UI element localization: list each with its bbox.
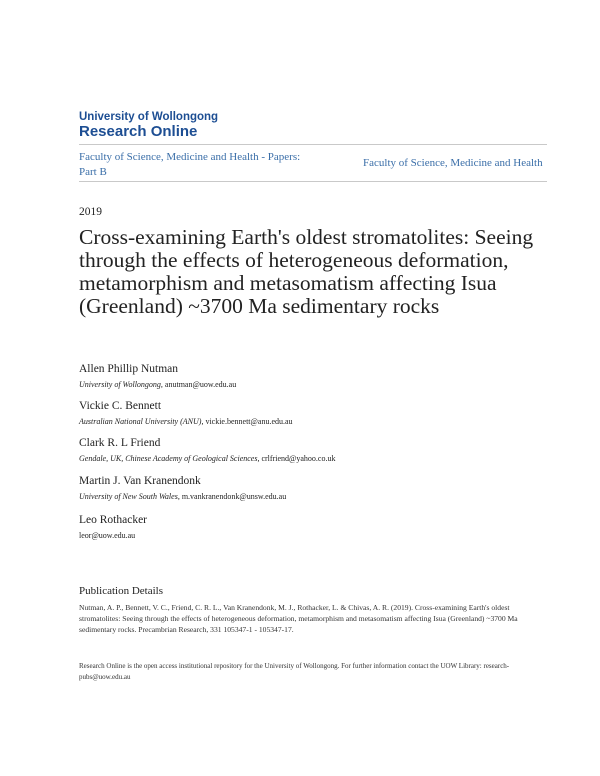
author-email[interactable]: m.vankranendonk@unsw.edu.au [181,492,287,501]
affiliation-text: Gendale, UK, Chinese Academy of Geological Sciences [79,454,258,463]
publication-details-text: Nutman, A. P., Bennett, V. C., Friend, C. R. L., Van Kranendonk, M. J., Rothacker, L. & Chivas, A. R. (2019). Cross-examining Earth's oldest stromatolites: Seeing through the effects of heterogeneous deformation, metamorphism and metasomatism affecting Isua (Greenland) ~3700 Ma sedimentary rocks. Precambrian Research, 331 105347-1 - 105347-17. [79,603,518,634]
author-entry [79,399,293,427]
author-name: Leo Rothacker [79,514,148,526]
repository-footer: Research Online is the open access institutional repository for the University of Wollongong. For further information contact the UOW Library: research-pubs@uow.edu.au [79,662,510,681]
institution-name[interactable]: University of Wollongong [79,111,219,123]
divider-top [79,144,547,145]
collection-link-faculty[interactable]: Faculty of Science, Medicine and Health [363,157,543,169]
author-entry [79,436,335,464]
affiliation-text: University of Wollongong [79,380,161,389]
author-email[interactable]: anutman@uow.edu.au [164,380,237,389]
author-entry [79,362,236,390]
author-name: Clark R. L Friend [79,437,161,449]
repository-name[interactable]: Research Online [79,123,198,140]
author-entry [79,513,147,541]
author-name: Allen Phillip Nutman [79,363,179,375]
author-email[interactable]: leor@uow.edu.au [79,531,136,540]
publication-details-heading: Publication Details [79,585,164,597]
divider-bottom [79,181,547,182]
author-affiliation: University of New South Wales, m.vankranendonk@unsw.edu.au [79,492,287,501]
affiliation-text: Australian National University (ANU) [79,417,202,426]
author-name: Vickie C. Bennett [79,400,162,412]
author-email[interactable]: vickie.bennett@anu.edu.au [205,417,293,426]
author-affiliation [79,530,147,541]
publication-year: 2019 [79,206,102,218]
author-name: Martin J. Van Kranendonk [79,475,201,487]
affiliation-text: University of New South Wales [79,492,178,501]
paper-title: Cross-examining Earth's oldest stromatolites: Seeing through the effects of heterogeneous deformation, metamorphism and metasomatism affecting Isua (Greenland) ~3700 Ma sedimentary rocks [79,225,534,318]
author-email[interactable]: crlfriend@yahoo.co.uk [261,454,336,463]
author-affiliation: Australian National University (ANU), vickie.bennett@anu.edu.au [79,417,293,426]
collection-link-papers[interactable]: Faculty of Science, Medicine and Health - Papers: Part B [79,151,301,178]
author-affiliation: University of Wollongong, anutman@uow.edu.au [79,380,237,389]
author-affiliation: Gendale, UK, Chinese Academy of Geological Sciences, crlfriend@yahoo.co.uk [79,454,336,463]
author-entry [79,474,286,502]
